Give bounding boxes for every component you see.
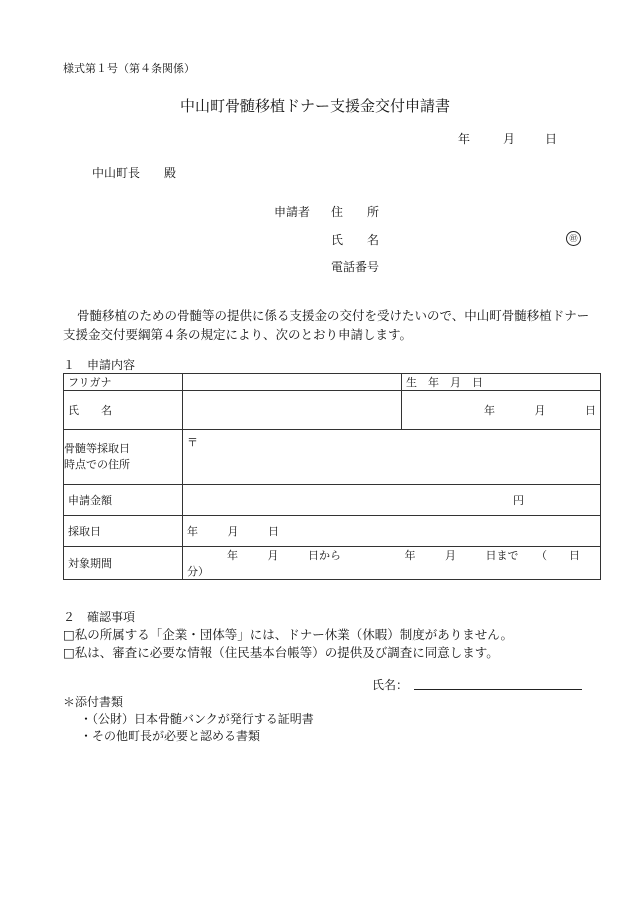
- collection-date-field[interactable]: [183, 516, 601, 547]
- amount-label: 申請金額: [64, 485, 183, 516]
- table-row: [64, 391, 601, 430]
- period-to-day: 日まで: [485, 549, 519, 562]
- amount-unit: 円: [513, 494, 524, 507]
- name-field[interactable]: [183, 391, 402, 430]
- application-table: [63, 373, 601, 580]
- table-row: [64, 547, 601, 580]
- application-statement: 骨髄移植のための骨髄等の提供に係る支援金の交付を受けたいので、中山町骨髄移植ドナー支援金交付要綱第４条の規定により、次のとおり申請します。: [63, 308, 590, 342]
- birth-year: 年: [484, 404, 495, 417]
- attachment-item: ・その他町長が必要と認める書類: [80, 729, 261, 743]
- confirm-checkbox-no-leave[interactable]: □私の所属する「企業・団体等」には、ドナー休業（休暇）制度がありません。: [63, 627, 514, 642]
- birth-month: 月: [534, 404, 546, 417]
- form-number: 様式第１号（第４条関係）: [63, 62, 195, 75]
- collection-date-label: 採取日: [64, 516, 183, 547]
- signature-line[interactable]: [414, 689, 582, 690]
- attachments-title: ＊添付書類: [63, 695, 124, 709]
- applicant-name-label: 氏 名: [331, 233, 380, 247]
- name-label: 氏 名: [64, 391, 183, 430]
- signature-label: 氏名：: [372, 678, 409, 692]
- applicant-phone-label: 電話番号: [331, 260, 380, 274]
- seal-mark: ㊞: [566, 231, 581, 246]
- period-days: （ 日分）: [187, 549, 580, 578]
- birth-day: 日: [585, 404, 596, 417]
- confirm-checkbox-consent[interactable]: □私は、審査に必要な情報（住民基本台帳等）の提供及び調査に同意します。: [63, 645, 499, 660]
- address-field[interactable]: [183, 430, 601, 485]
- furigana-field[interactable]: [183, 374, 402, 391]
- table-row: [64, 374, 601, 391]
- attachment-item: ・（公財）日本骨髄バンクが発行する証明書: [80, 712, 314, 726]
- date-day: 日: [545, 132, 558, 146]
- applicant-address-label: 住 所: [331, 205, 380, 219]
- section1-heading: １ 申請内容: [63, 358, 136, 372]
- birthdate-label: 生 年 月 日: [402, 374, 601, 391]
- birthdate-field[interactable]: [402, 391, 601, 430]
- period-from-year: 年: [227, 549, 238, 562]
- collection-month: 月: [227, 525, 239, 538]
- postal-mark: 〒: [187, 436, 198, 449]
- applicant-label: 申請者: [274, 205, 311, 219]
- address-label-line2: 時点での住所: [64, 458, 130, 471]
- table-row: [64, 516, 601, 547]
- address-label-line1: 骨髄等採取日: [64, 442, 130, 455]
- collection-year: 年: [187, 525, 198, 538]
- table-row: [64, 485, 601, 516]
- collection-day: 日: [268, 525, 279, 538]
- period-to-month: 月: [445, 549, 456, 562]
- date-month: 月: [503, 132, 516, 146]
- furigana-label: フリガナ: [64, 374, 183, 391]
- period-field[interactable]: [183, 547, 601, 580]
- table-row: [64, 430, 601, 485]
- section2-heading: ２ 確認事項: [63, 610, 136, 624]
- period-from-month: 月: [267, 549, 279, 562]
- period-to-year: 年: [404, 549, 416, 562]
- addressee: 中山町長 殿: [92, 166, 177, 180]
- period-label: 対象期間: [64, 547, 183, 580]
- page-title: 中山町骨髄移植ドナー支援金交付申請書: [179, 97, 450, 115]
- date-year: 年: [458, 132, 471, 146]
- address-label: [64, 430, 183, 485]
- amount-field[interactable]: [183, 485, 601, 516]
- period-from-day: 日から: [308, 549, 341, 562]
